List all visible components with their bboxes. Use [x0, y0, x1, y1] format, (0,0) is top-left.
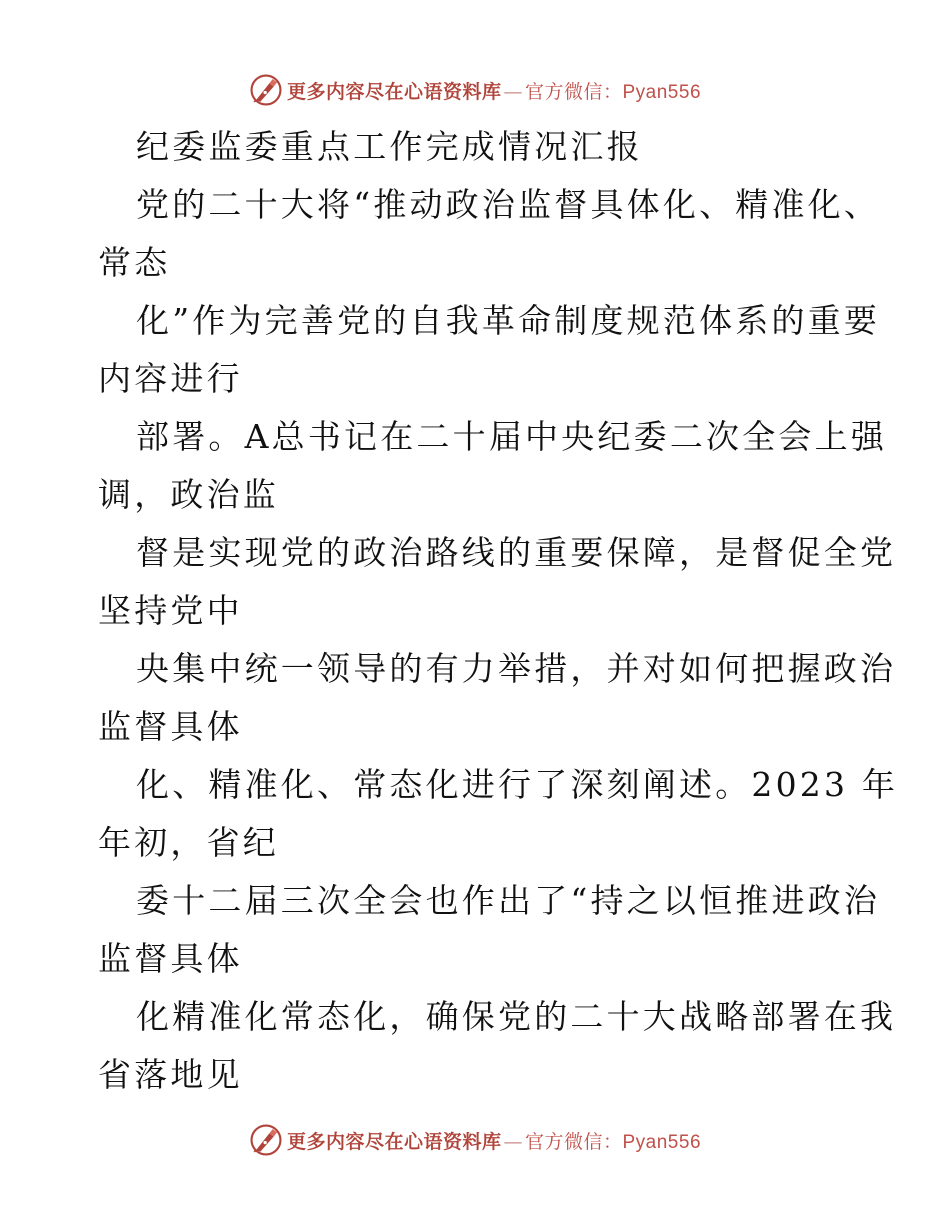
- text-line: 央集中统一领导的有力举措，并对如何把握政治: [136, 649, 897, 688]
- text-line: 年初，省纪: [98, 823, 279, 862]
- banner-site-name: 更多内容尽在心语资料库: [286, 1130, 502, 1153]
- text-line: 化、精准化、常态化进行了深刻阐述。2023 年: [136, 765, 899, 804]
- header-banner: [0, 70, 950, 110]
- banner-wechat-id: Pyan556: [622, 1131, 702, 1153]
- banner-text: [287, 77, 701, 104]
- footer-banner: [0, 1120, 950, 1160]
- text-line: 党的二十大将“推动政治监督具体化、精准化、: [136, 185, 881, 224]
- banner-dash: —: [503, 1130, 523, 1153]
- text-line: 部署。A总书记在二十届中央纪委二次全会上强: [136, 417, 888, 456]
- pen-nib-logo-icon: [249, 73, 283, 107]
- text-line: 委十二届三次全会也作出了“持之以恒推进政治: [136, 881, 881, 920]
- text-line: 督是实现党的政治路线的重要保障，是督促全党: [136, 533, 897, 572]
- banner-wechat-id: Pyan556: [622, 81, 702, 103]
- text-line: 化”作为完善党的自我革命制度规范体系的重要: [136, 301, 881, 340]
- banner-text: [287, 1127, 701, 1154]
- text-line: 坚持党中: [98, 591, 243, 630]
- banner-wechat-label: 官方微信：: [524, 80, 623, 103]
- text-line: 调，政治监: [98, 475, 279, 514]
- text-line: 监督具体: [98, 939, 243, 978]
- text-line: 省落地见: [98, 1055, 243, 1094]
- text-line: 监督具体: [98, 707, 243, 746]
- banner-site-name: 更多内容尽在心语资料库: [286, 80, 502, 103]
- pen-nib-logo-icon: [249, 1123, 283, 1157]
- banner-wechat-label: 官方微信：: [524, 1130, 623, 1153]
- text-line: 常态: [98, 243, 171, 282]
- text-line: 化精准化常态化，确保党的二十大战略部署在我: [136, 997, 897, 1036]
- document-title: 纪委监委重点工作完成情况汇报: [136, 127, 643, 166]
- text-line: 内容进行: [98, 359, 243, 398]
- banner-dash: —: [503, 80, 523, 103]
- document-body: [98, 118, 899, 1104]
